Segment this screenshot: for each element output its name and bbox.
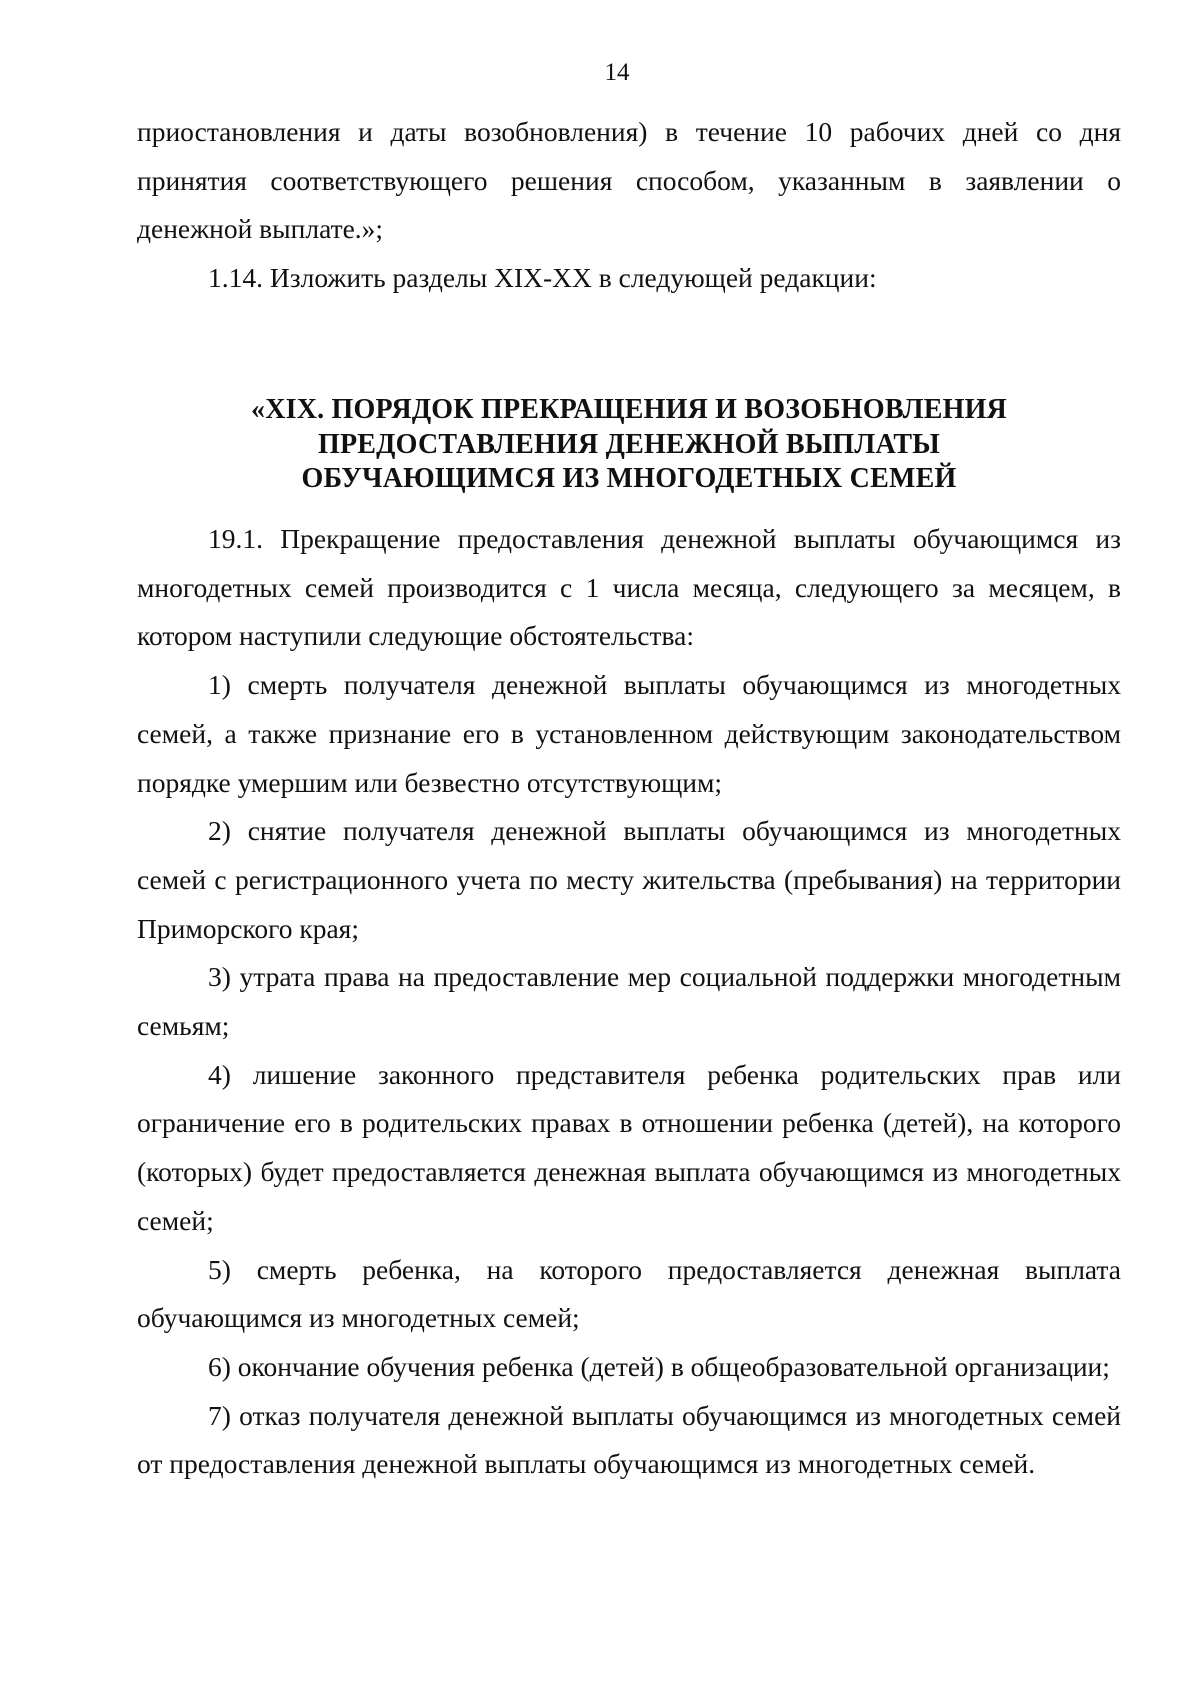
section-title-line: ПРЕДОСТАВЛЕНИЯ ДЕНЕЖНОЙ ВЫПЛАТЫ [318, 428, 940, 460]
list-item-6: 6) окончание обучения ребенка (детей) в общеобразовательной организации; [208, 1350, 1110, 1382]
section-title [137, 393, 1121, 497]
section-body [137, 515, 1121, 1489]
amendment-paragraph: 1.14. Изложить разделы XIX-XX в следующей редакции: [208, 261, 877, 293]
list-item-1: 1) смерть получателя денежной выплаты обучающимся из многодетных семей, а также признание его в установленном действующим законодательством порядке умершим или безвестно отсутствующим; [137, 669, 1121, 798]
text-line: принятия соответствующего решения способом, указанным в заявлении о [137, 164, 1121, 196]
clause-19-1: 19.1. Прекращение предоставления денежной выплаты обучающимся из многодетных семей производится с 1 числа месяца, следующего за месяцем, в котором наступили следующие обстоятельства: [137, 523, 1121, 652]
text-line: приостановления и даты возобновления) в течение 10 рабочих дней со дня [137, 116, 1121, 147]
page-number: 14 [604, 59, 630, 86]
list-item-4: 4) лишение законного представителя ребенка родительских прав или ограничение его в родительских правах в отношении ребенка (детей), на которого (которых) будет предоставляется денежная выплата обучающимся из многодетных семей; [137, 1058, 1121, 1236]
section-title-line: «XIX. ПОРЯДОК ПРЕКРАЩЕНИЯ И ВОЗОБНОВЛЕНИЯ [251, 394, 1007, 425]
intro-text [137, 108, 1121, 302]
list-item-3: 3) утрата права на предоставление мер социальной поддержки многодетным семьям; [137, 961, 1121, 1042]
list-item-2: 2) снятие получателя денежной выплаты обучающимся из многодетных семей с регистрационного учета по месту жительства (пребывания) на территории Приморского края; [137, 815, 1121, 944]
section-title-line: ОБУЧАЮЩИМСЯ ИЗ МНОГОДЕТНЫХ СЕМЕЙ [301, 463, 957, 494]
continued-paragraph [137, 108, 1121, 254]
list-item-5: 5) смерть ребенка, на которого предоставляется денежная выплата обучающимся из многодетных семей; [137, 1253, 1121, 1334]
list-item-7: 7) отказ получателя денежной выплаты обучающимся из многодетных семей от предоставления денежной выплаты обучающимся из многодетных семей. [137, 1399, 1121, 1480]
text-line: денежной выплате.»; [137, 213, 384, 244]
